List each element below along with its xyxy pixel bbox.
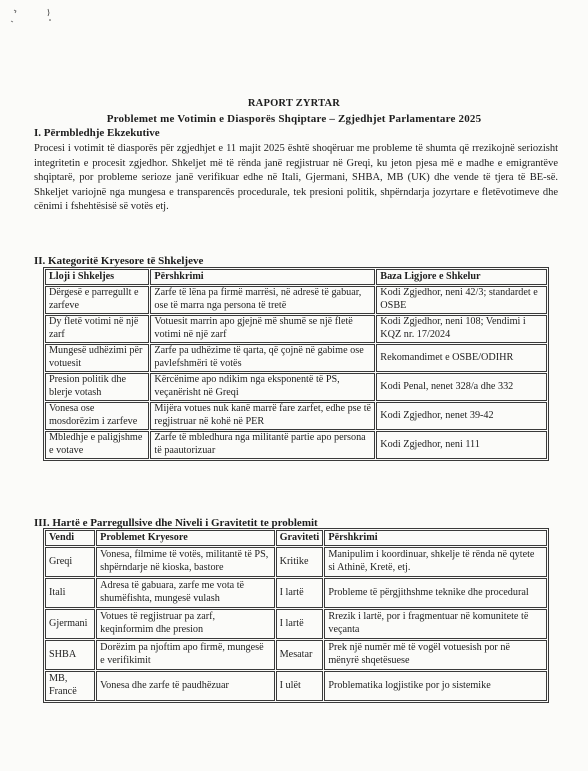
table-cell: Zarfe pa udhëzime të qarta, që çojnë në gabime ose pavlefshmëri të votës xyxy=(150,344,375,372)
table-cell: Gjermani xyxy=(45,609,95,639)
table-row xyxy=(45,640,547,670)
table-header-row xyxy=(45,269,547,285)
column-header: Përshkrimi xyxy=(150,269,375,285)
table-cell: Kërcënime apo ndikim nga eksponentë të PS, veçanërisht në Greqi xyxy=(150,373,375,401)
table-cell: Probleme të përgjithshme teknike dhe procedural xyxy=(324,578,547,608)
table-cell: I lartë xyxy=(276,578,324,608)
table-cell: Adresa të gabuara, zarfe me vota të shumëfishta, mungesë vulash xyxy=(96,578,274,608)
table-cell: Rekomandimet e OSBE/ODIHR xyxy=(376,344,547,372)
section1-heading: I. Përmbledhje Ekzekutive xyxy=(34,127,160,139)
table-cell: Dërgesë e parregullt e zarfeve xyxy=(45,286,149,314)
violations-table xyxy=(44,268,548,460)
table-row xyxy=(45,344,547,372)
table-cell: Vonesa, filmime të votës, militantë të PS, shpërndarje në kioska, bastore xyxy=(96,547,274,577)
table-cell: Kodi Zgjedhor, neni 111 xyxy=(376,431,547,459)
table-cell: Mbledhje e paligjshme e votave xyxy=(45,431,149,459)
table-cell: Mesatar xyxy=(276,640,324,670)
table-cell: Mungesë udhëzimi për votuesit xyxy=(45,344,149,372)
executive-summary-paragraph: Procesi i votimit të diasporës për zgjedhjet e 11 majit 2025 është shoqëruar me probleme të shumta që rrezikojnë seriozisht integritetin e procesit zgjedhor. Shkeljet më të rënda janë regjistruar në Greqi, ku jeton pjesa më e madhe e emigrantëve shqiptarë, por probleme serioze janë verifikuar edhe në Itali, Gjermani, SHBA, MB (UK) dhe vende të tjera të BE-së. Shkeljet variojnë nga mungesa e transparencës procedurale, tek presioni politik, shpërndarja jozyrtare e fletëvotimeve dhe cënimi i fshehtësisë së votës etj. xyxy=(34,143,558,213)
table-cell: Problematika logjistike por jo sistemike xyxy=(324,671,547,701)
table-row xyxy=(45,671,547,701)
table-cell: Presion politik dhe blerje votash xyxy=(45,373,149,401)
column-header: Baza Ligjore e Shkelur xyxy=(376,269,547,285)
table-row xyxy=(45,609,547,639)
table-cell: I ulët xyxy=(276,671,324,701)
table-cell: Votuesit marrin apo gjejnë më shumë se një fletë votimi në një zarf xyxy=(150,315,375,343)
table-cell: Kodi Zgjedhor, nenet 39-42 xyxy=(376,402,547,430)
table-cell: Prek një numër më të vogël votuesish por në mënyrë shqetësuese xyxy=(324,640,547,670)
column-header: Lloji i Shkeljes xyxy=(45,269,149,285)
table-cell: Itali xyxy=(45,578,95,608)
column-header: Vendi xyxy=(45,530,95,546)
table-cell: Vonesa dhe zarfe të paudhëzuar xyxy=(96,671,274,701)
column-header: Problemet Kryesore xyxy=(96,530,274,546)
irregularities-map-table xyxy=(44,529,548,702)
table-cell: Mijëra votues nuk kanë marrë fare zarfet, edhe pse të regjistruar në kohë në PER xyxy=(150,402,375,430)
document-title: Problemet me Votimin e Diasporës Shqiptare – Zgjedhjet Parlamentare 2025 xyxy=(106,113,482,125)
table-row xyxy=(45,402,547,430)
table-cell: Kodi Zgjedhor, neni 42/3; standardet e OSBE xyxy=(376,286,547,314)
table-cell: Kritike xyxy=(276,547,324,577)
table-cell: SHBA xyxy=(45,640,95,670)
table-cell: Zarfe të lëna pa firmë marrësi, në adresë të gabuar, ose të marra nga persona të tretë xyxy=(150,286,375,314)
table-cell: Dorëzim pa njoftim apo firmë, mungesë e verifikimit xyxy=(96,640,274,670)
table-cell: Kodi Penal, nenet 328/a dhe 332 xyxy=(376,373,547,401)
table-row xyxy=(45,578,547,608)
table-row xyxy=(45,315,547,343)
table-cell: Votues të regjistruar pa zarf, keqinformim dhe presion xyxy=(96,609,274,639)
scan-artifact-marks xyxy=(8,6,68,30)
table-cell: Rrezik i lartë, por i fragmentuar në komunitete të veçanta xyxy=(324,609,547,639)
table-row xyxy=(45,373,547,401)
table-cell: Dy fletë votimi në një zarf xyxy=(45,315,149,343)
column-header: Graviteti xyxy=(276,530,324,546)
section3-heading: III. Hartë e Parregullsive dhe Niveli i Gravitetit te problemit xyxy=(34,517,318,529)
table-cell: I lartë xyxy=(276,609,324,639)
table-cell: Zarfe të mbledhura nga militantë partie apo persona të paautorizuar xyxy=(150,431,375,459)
section2-heading: II. Kategoritë Kryesore të Shkeljeve xyxy=(34,255,204,267)
table-row xyxy=(45,431,547,459)
table-header-row xyxy=(45,530,547,546)
table-cell: Kodi Zgjedhor, neni 108; Vendimi i KQZ nr. 17/2024 xyxy=(376,315,547,343)
table-cell: Greqi xyxy=(45,547,95,577)
table-row xyxy=(45,547,547,577)
table-cell: Vonesa ose mosdorëzim i zarfeve xyxy=(45,402,149,430)
document-type-heading: RAPORT ZYRTAR xyxy=(247,98,341,109)
table-cell: MB, Francë xyxy=(45,671,95,701)
table-row xyxy=(45,286,547,314)
column-header: Përshkrimi xyxy=(324,530,547,546)
table-cell: Manipulim i koordinuar, shkelje të rënda në qytete si Athinë, Kretë, etj. xyxy=(324,547,547,577)
